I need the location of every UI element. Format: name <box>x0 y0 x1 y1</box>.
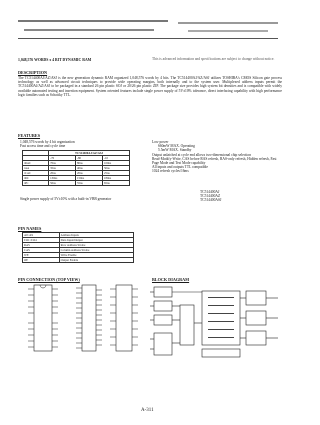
block-diagram <box>150 283 282 363</box>
pin-symbol: I/O1~I/O4 <box>23 238 60 243</box>
feature-item: 1,048,576 words by 4 bit organization <box>20 140 75 144</box>
feature-subitem: 5.5mW MAX. Standby <box>158 148 192 153</box>
pin-symbol: WE <box>23 253 60 258</box>
pin-desc: Write Enable <box>59 253 133 258</box>
pin-desc: Column Address Strobe <box>59 248 133 253</box>
pin-desc: Data Input/Output <box>59 238 133 243</box>
table-cell: 70ns <box>49 161 76 166</box>
feature-item: Read-Modify-Write, CAS before RAS refresh, RAS-only refresh, Hidden refresh, Fast Page Mode and Test Mode capability <box>152 156 277 166</box>
features-left-list <box>20 140 135 148</box>
part-title: 1,048,576 WORDS x 4 BIT DYNAMIC RAM <box>18 58 92 62</box>
package-item: TC514400ASJ <box>200 198 222 203</box>
pin-names-table <box>22 232 134 263</box>
table-cell: 150ns <box>76 176 103 181</box>
table-cell: 180ns <box>102 176 129 181</box>
table-cell: 50ns <box>102 166 129 171</box>
table-cell: 50ns <box>49 181 76 186</box>
header-bars <box>18 20 280 54</box>
pin-symbol: RAS <box>23 243 60 248</box>
pin-desc: Address Inputs <box>59 233 133 238</box>
pin-desc: Row Address Strobe <box>59 243 133 248</box>
feature-item: Output unlatched at cycle end allows two-dimensional chip selection <box>152 152 252 157</box>
table-col-header: -80 <box>76 156 103 161</box>
table-cell: tAA <box>23 166 49 171</box>
speed-table <box>22 150 130 186</box>
feature-item: Fast access time and cycle time <box>20 144 66 149</box>
pin-connection-diagram <box>20 283 140 358</box>
pin-names-heading: PIN NAMES <box>18 226 42 231</box>
feature-item: All inputs and outputs TTL compatible <box>152 165 208 170</box>
package-item: TC514400AZ <box>200 194 221 199</box>
description-heading: DESCRIPTION <box>18 70 48 75</box>
table-cell: 100ns <box>102 161 129 166</box>
pin-symbol: OE <box>23 258 60 263</box>
pin-symbol: CAS <box>23 248 60 253</box>
pin-symbol: A0~A9 <box>23 233 60 238</box>
feature-subitem: 660mW MAX. Operating <box>158 144 195 149</box>
block-diagram-heading: BLOCK DIAGRAM <box>152 277 190 282</box>
table-cell: tRAC <box>23 161 49 166</box>
table-cell: 20ns <box>76 171 103 176</box>
table-cell: 65ns <box>102 181 129 186</box>
table-row <box>23 181 130 186</box>
table-cell: 55ns <box>76 181 103 186</box>
features-right-list <box>152 140 282 174</box>
table-cell: tRC <box>23 176 49 181</box>
table-cell: 40ns <box>76 166 103 171</box>
table-col-header: -10 <box>102 156 129 161</box>
package-list <box>200 190 280 203</box>
package-item: TC514400AJ <box>200 190 220 194</box>
table-col-header: -70 <box>49 156 76 161</box>
table-header-cell: TC514400AJ/AZ/ASJ <box>49 151 130 156</box>
pin-desc: Output Enable <box>59 258 133 263</box>
table-cell: 35ns <box>49 166 76 171</box>
table-cell: 130ns <box>49 176 76 181</box>
description-text: The TC514400AJ/AZ/ASJ is the new generation dynamic RAM organized 1,048,576 words by 4 bits. The TC514400AJ/AZ/ASJ utilizes TOSHIBA's CMOS Silicon gate process technology as well as advanced circuit techniques to provide wide operating margins, both internally and to the system user. Multiplexed address inputs permit the TC514400AJ/AZ/ASJ to be packaged in a standard 26 pin plastic SOJ or 20/26 pin plastic ZIP. The package size provides high system bit densities and is compatible with widely available automated testing and insertion equipment. System oriented features include single power supply of 5V±10% tolerance, direct interfacing capability with high performance logic families such as Schottky TTL. <box>18 76 282 97</box>
table-cell: tCAC <box>23 171 49 176</box>
title-note: This is advanced information and specifications are subject to change without notice. <box>152 57 275 61</box>
pin-connection-heading: PIN CONNECTION (TOP VIEW) <box>18 277 80 282</box>
table-cell: 20ns <box>49 171 76 176</box>
power-supply-note: Single power supply of 5V±10% with a built-in VBB generator <box>20 197 112 201</box>
table-cell: 25ns <box>102 171 129 176</box>
features-heading: FEATURES <box>18 133 41 138</box>
feature-item: 1024 refresh cycles/16ms <box>152 169 189 174</box>
table-cell: tPC <box>23 181 49 186</box>
table-row <box>23 258 134 263</box>
feature-item: Low power <box>152 140 169 144</box>
page-number: A-311 <box>141 408 154 413</box>
table-cell: 80ns <box>76 161 103 166</box>
